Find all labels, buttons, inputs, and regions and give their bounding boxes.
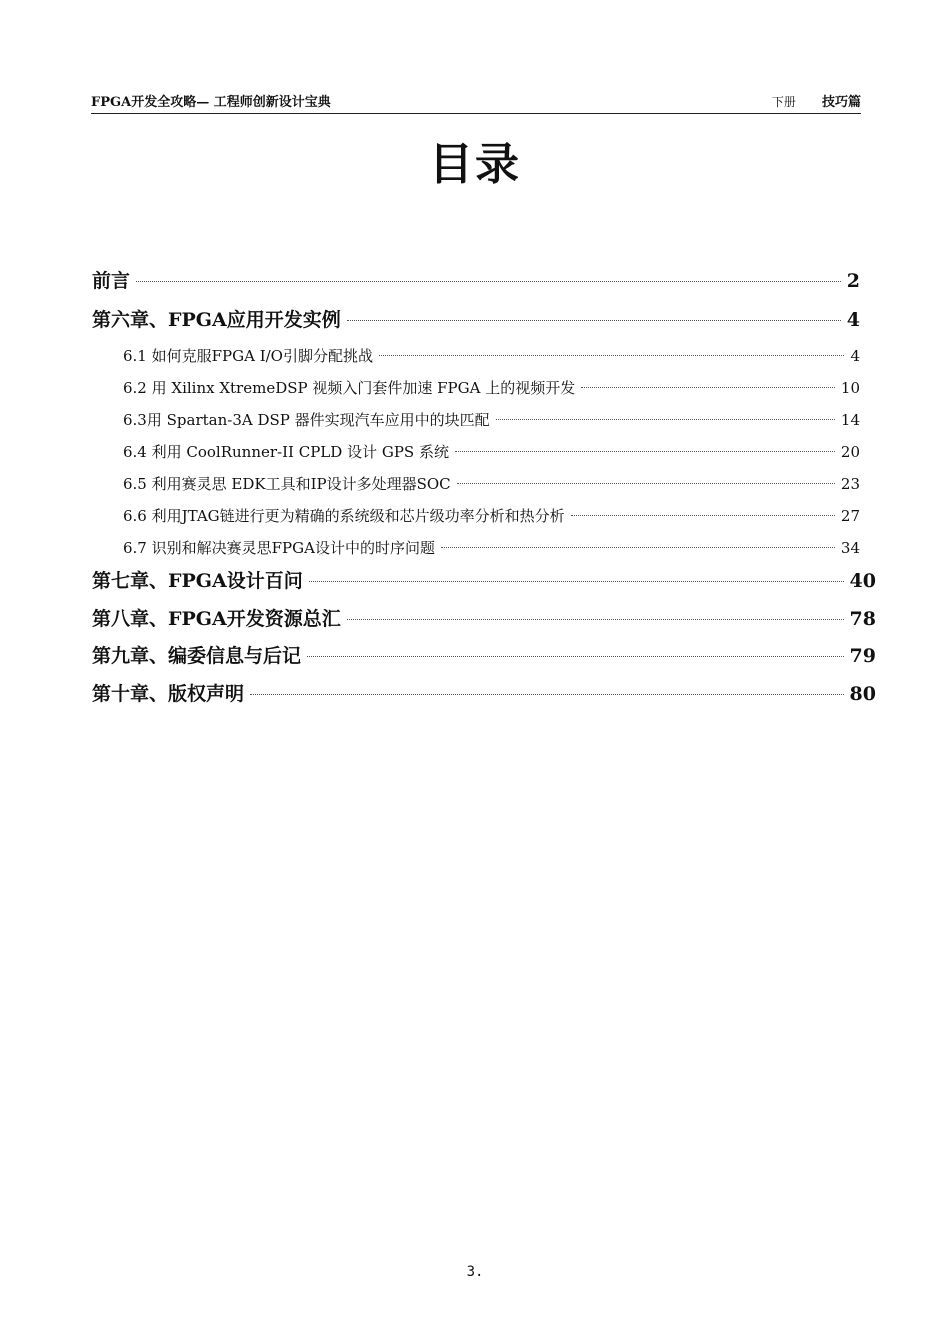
dot-leader	[571, 515, 835, 516]
toc-entry-label: 6.3用 Spartan-3A DSP 器件实现汽车应用中的块匹配	[123, 411, 490, 429]
page-title: 目录	[429, 139, 521, 190]
toc-entry[interactable]	[92, 266, 860, 293]
toc-entry-label: 前言	[92, 270, 131, 292]
toc-entry-label: 第八章、FPGA开发资源总汇	[92, 608, 341, 630]
toc-entry-page: 4	[846, 309, 860, 331]
toc-entry-label: 6.2 用 Xilinx XtremeDSP 视频入门套件加速 FPGA 上的视频开发	[123, 379, 576, 397]
dot-leader	[309, 581, 844, 582]
toc-entry-page: 79	[849, 645, 876, 667]
toc-entry-page: 14	[840, 411, 860, 429]
dot-leader	[347, 320, 841, 321]
page-number: 3.	[466, 1264, 484, 1280]
dot-leader	[581, 387, 835, 388]
dot-leader	[347, 619, 844, 620]
toc-entry-page: 23	[840, 475, 860, 493]
toc-entry-label: 6.1 如何克服FPGA I/O引脚分配挑战	[123, 347, 373, 365]
part-label: 技巧篇	[821, 95, 861, 110]
toc-entry[interactable]	[123, 441, 860, 462]
toc-entry[interactable]	[92, 566, 876, 593]
dot-leader	[457, 483, 835, 484]
toc-entry-page: 10	[840, 379, 860, 397]
dot-leader	[379, 355, 844, 356]
toc-entry-label: 第十章、版权声明	[92, 683, 245, 705]
toc-entry-label: 第六章、FPGA应用开发实例	[92, 309, 341, 331]
toc-entry[interactable]	[123, 377, 860, 398]
toc-entry-label: 第九章、编委信息与后记	[92, 645, 302, 667]
book-title: FPGA开发全攻略— 工程师创新设计宝典	[91, 95, 331, 110]
toc-entry[interactable]	[123, 537, 860, 558]
dot-leader	[496, 419, 835, 420]
toc-entry-page: 2	[846, 270, 860, 292]
toc-entry[interactable]	[123, 473, 860, 494]
dot-leader	[455, 451, 835, 452]
toc-entry-label: 第七章、FPGA设计百问	[92, 570, 303, 592]
running-header	[91, 89, 861, 114]
toc-entry-page: 4	[850, 347, 860, 365]
toc-entry[interactable]	[123, 505, 860, 526]
toc-entry-label: 6.7 识别和解决赛灵思FPGA设计中的时序问题	[123, 539, 435, 557]
toc-entry-page: 27	[840, 507, 860, 525]
toc-entry-page: 80	[849, 683, 876, 705]
toc-entry-page: 20	[840, 443, 860, 461]
toc-entry-label: 6.4 利用 CoolRunner-II CPLD 设计 GPS 系统	[123, 443, 449, 461]
dot-leader	[250, 694, 844, 695]
volume-label: 下册	[771, 95, 796, 109]
toc-entry-label: 6.6 利用JTAG链进行更为精确的系统级和芯片级功率分析和热分析	[123, 507, 565, 525]
toc-entry-page: 78	[849, 608, 876, 630]
header-right	[772, 91, 861, 110]
toc-entry[interactable]	[123, 345, 860, 366]
toc-entry[interactable]	[92, 641, 876, 668]
toc-entry[interactable]	[92, 305, 860, 332]
toc-entry-page: 40	[849, 570, 876, 592]
dot-leader	[441, 547, 835, 548]
dot-leader	[136, 281, 841, 282]
toc-entry[interactable]	[92, 679, 876, 706]
dot-leader	[307, 656, 844, 657]
toc-entry[interactable]	[123, 409, 860, 430]
toc-entry-label: 6.5 利用赛灵思 EDK工具和IP设计多处理器SOC	[123, 475, 451, 493]
toc-entry-page: 34	[840, 539, 860, 557]
toc-entry[interactable]	[92, 604, 876, 631]
